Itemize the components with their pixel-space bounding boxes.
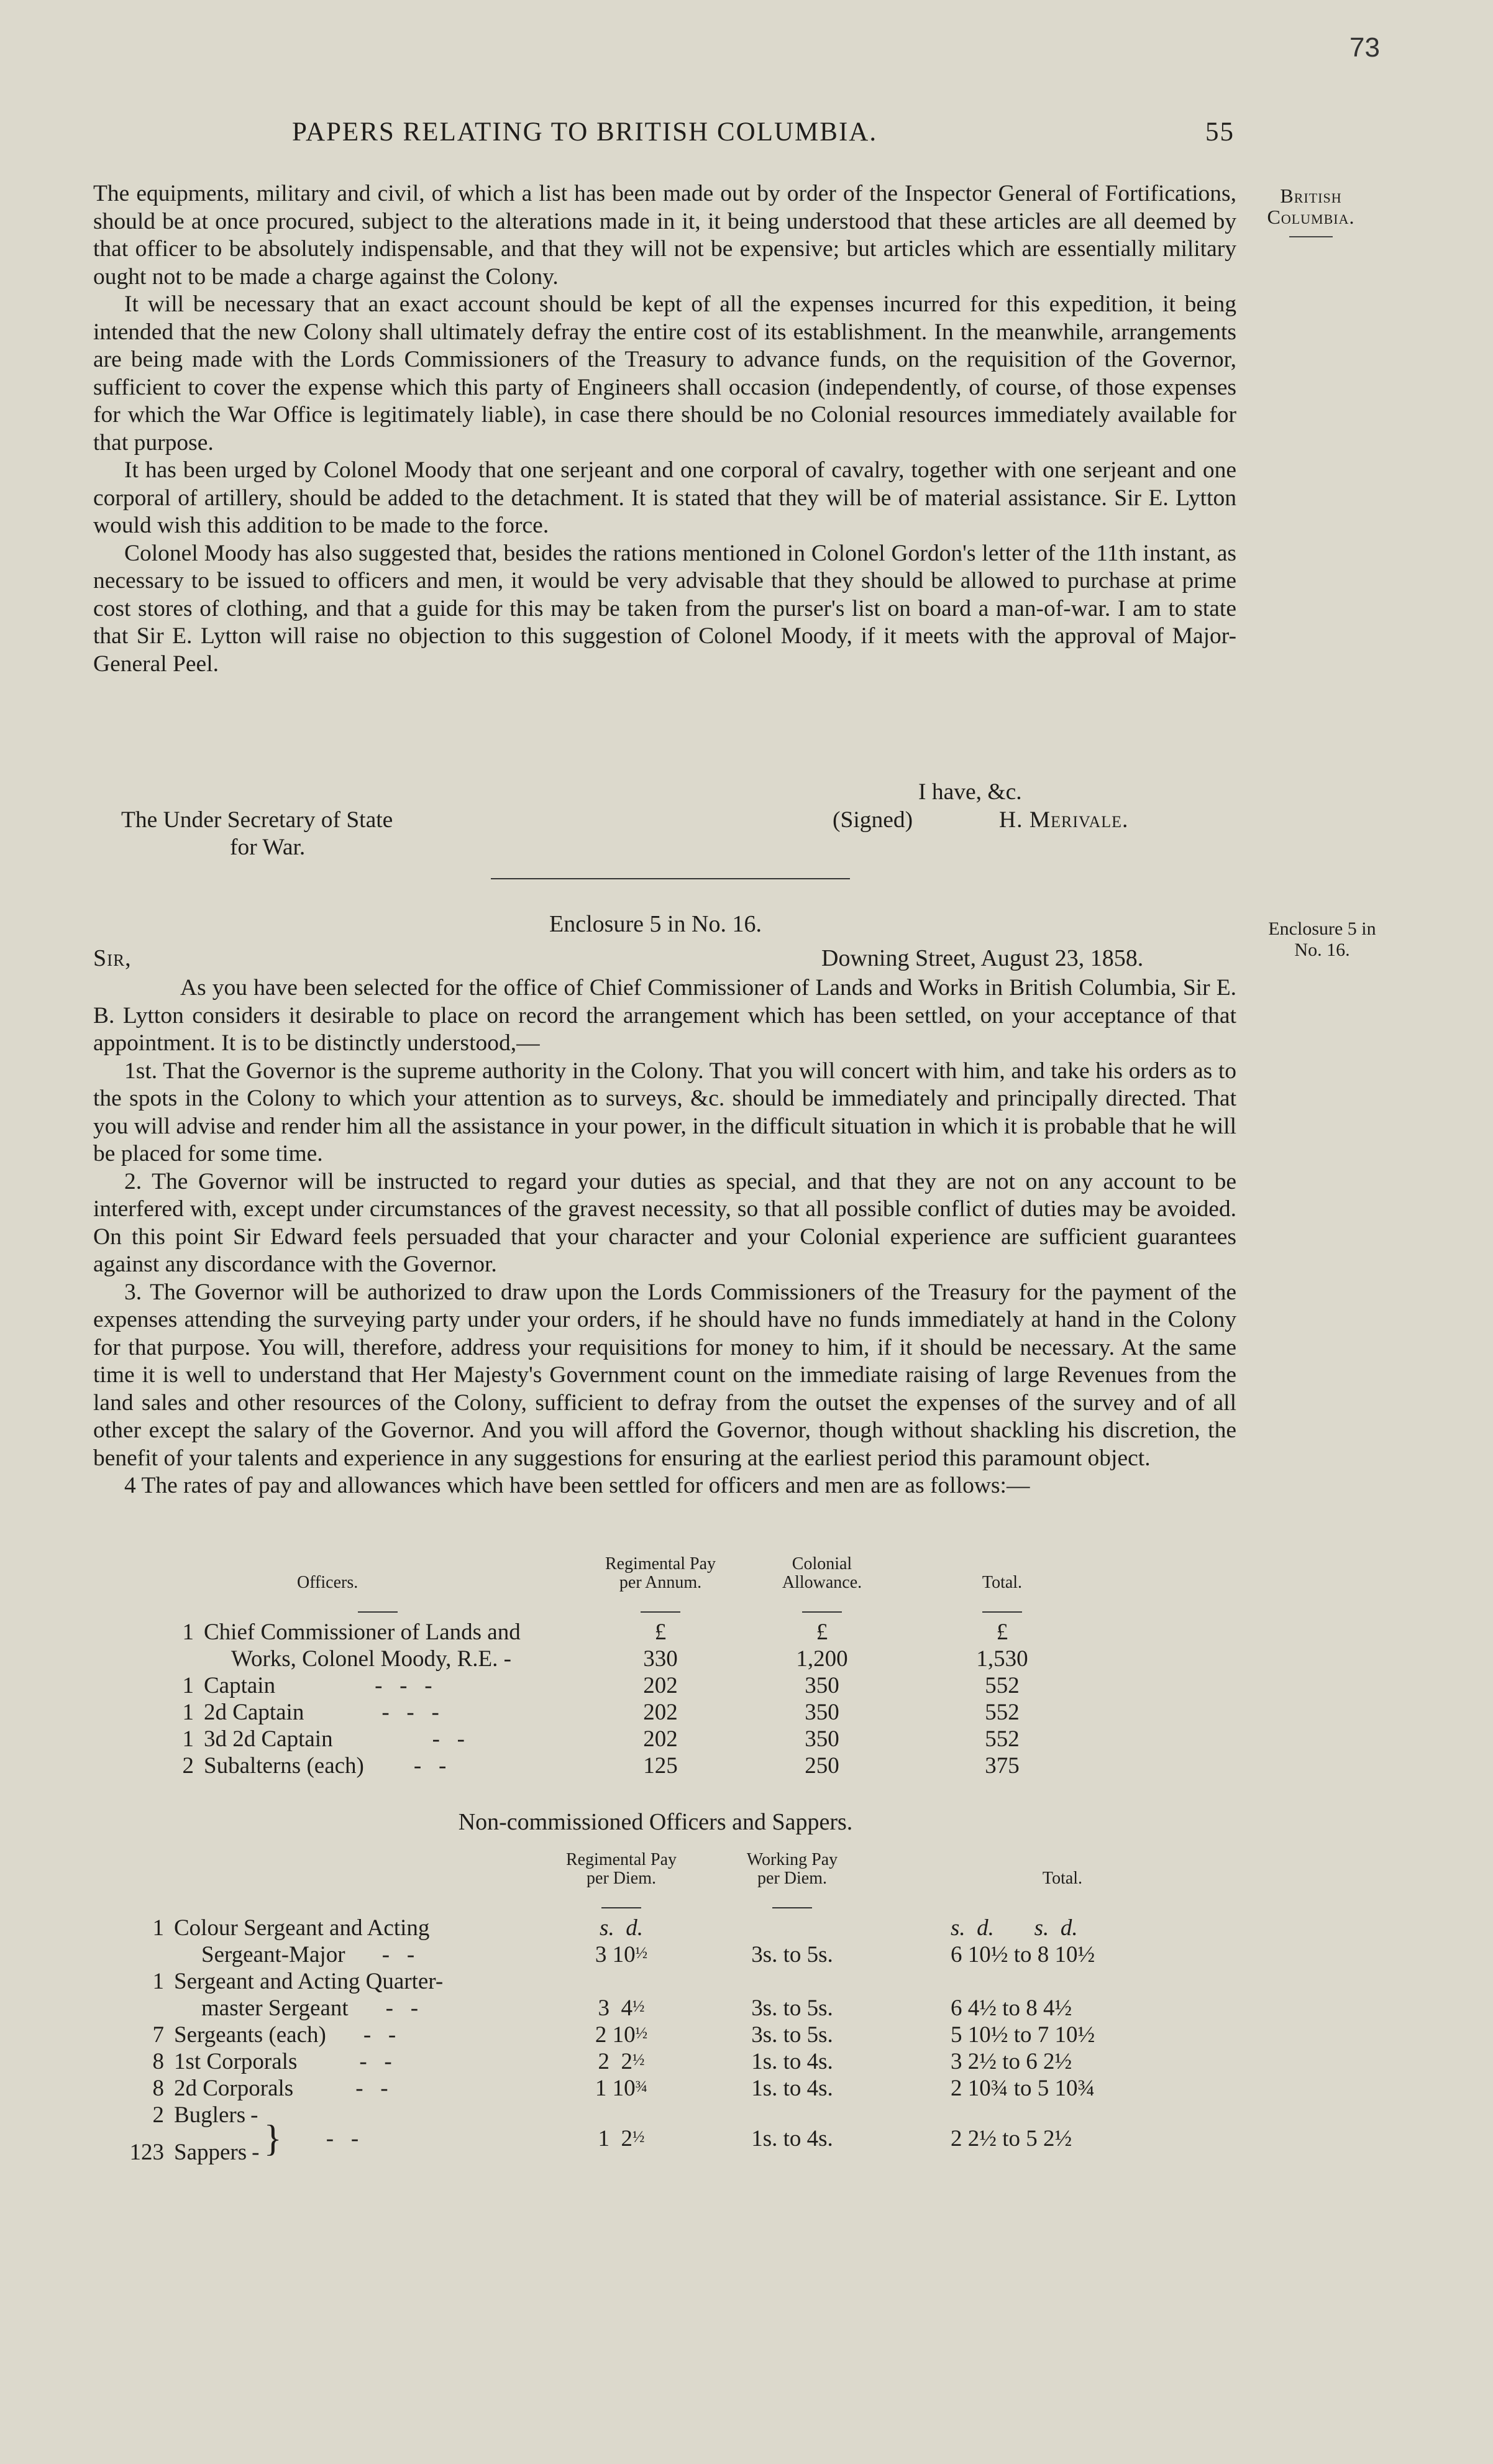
table-row: 2 Subalterns (each) - - 125 250 375: [182, 1753, 1020, 1779]
nco-table: [124, 1851, 1224, 2166]
letter-paragraph: It has been urged by Colonel Moody that one serjeant and one corporal of cavalry, together with one serjeant and one corporal of artillery, should be added to the detachment. It is stated that they will be of material assistance. Sir E. Lytton would wish this addition to be made to the force.: [93, 457, 1236, 538]
letter-paragraph: It will be necessary that an exact account should be kept of all the expenses incurred for this expedition, it being intended that the new Colony shall ultimately defray the entire cost of its establishment. In the meanwhile, arrangements are being made with the Lords Commissioners of the Treasury to advance funds, on the requisition of the Governor, sufficient to cover the expense which this party of Engineers shall occasion (independently, of course, of those expenses for which the War Office is legitimately liable), in case there should be no Colonial resources immediately available for that purpose.: [93, 291, 1236, 456]
table-row: 8 2d Corporals - - 1 10¾ 1s. to 4s. 2 10¾ to 5 10¾: [152, 2076, 1095, 2101]
letter-paragraph: The equipments, military and civil, of which a list has been made out by order of the Inspector General of Fortifications, should be at once procured, subject to the alterations made in it, it being understood that these articles are all deemed by that officer to be absolutely indispensable, and that they will not be expensive; but articles which are essentially military ought not to be made a charge against the Colony.: [93, 181, 1236, 290]
officers-underline-row: [173, 1592, 1098, 1619]
nco-underline-row: [124, 1888, 1224, 1915]
signatory: H. Merivale.: [999, 807, 1129, 833]
table-row: 1 2d Captain - - - 202 350 552: [182, 1700, 1020, 1725]
header-nco-total: Total.: [1042, 1869, 1083, 1888]
table-row: 8 1st Corporals - - 2 2½ 1s. to 4s. 3 2½ to 6 2½: [152, 2049, 1072, 2074]
margin-colony-line2: Columbia.: [1267, 206, 1355, 228]
header-work-pay: Working Pay per Diem.: [746, 1850, 838, 1888]
signed-label: (Signed): [833, 807, 913, 833]
addressee-line2: for War.: [230, 835, 306, 860]
table-row: master Sergeant - - 3 4½ 3s. to 5s. 6 4½ to 8 4½: [201, 1995, 1072, 2021]
header-colonial: Colonial Allowance.: [782, 1554, 862, 1592]
margin-colony-line1: British: [1280, 185, 1342, 207]
enclosure-paragraph: 3. The Governor will be authorized to draw upon the Lords Commissioners of the Treasury for the payment of the expenses attending the surveying party under your orders, if he should have no funds immediately at hand in the Colony for that purpose. You will, therefore, address your requisitions for money to him, if it should be necessary. At the same time it is well to understand that Her Majesty's Government count on the immediate raising of large Revenues from the land sales and other resources of the Colony, sufficient to defray from the outset the expenses of the survey and of all other except the salary of the Governor. And you will afford the Governor, though without shackling his discretion, the benefit of your talents and experience in any suggestions for ensuring at the earliest period this paramount object.: [93, 1279, 1236, 1471]
nco-table-title: Non-commissioned Officers and Sappers.: [458, 1809, 853, 1835]
letter-paragraph: Colonel Moody has also suggested that, besides the rations mentioned in Colonel Gordon's letter of the 11th instant, as necessary to be issued to officers and men, it would be very advisable that they should be allowed to purchase at prime cost stores of clothing, and that a guide for this may be taken from the purser's list on board a man-of-war. I am to state that Sir E. Lytton will raise no objection to this suggestion of Colonel Moody, if it meets with the approval of Major-General Peel.: [93, 540, 1236, 677]
table-row: 1 3d 2d Captain - - 202 350 552: [182, 1726, 1020, 1752]
enclosure-paragraph: As you have been selected for the office of Chief Commissioner of Lands and Works in British Columbia, Sir E. B. Lytton considers it desirable to place on record the arrangement which has been settled, on your acceptance of that appointment. It is to be distinctly understood,—: [93, 975, 1236, 1056]
margin-enc-line1: Enclosure 5 in: [1268, 918, 1376, 939]
nco-header-row: [124, 1851, 1224, 1888]
addressee-line1: The Under Secretary of State: [121, 807, 393, 833]
closing: I have, &c.: [918, 779, 1022, 805]
header-reg-pay-diem: Regimental Pay per Diem.: [565, 1850, 677, 1888]
officers-table: [173, 1555, 1098, 1779]
table-row: 7 Sergeants (each) - - 2 10½ 3s. to 5s. 5 10½ to 7 10½: [152, 2022, 1095, 2048]
margin-enc-line2: No. 16.: [1294, 940, 1350, 960]
table-row: 1 Sergeant and Acting Quarter-: [152, 1969, 444, 1994]
table-row: Sergeant-Major - - 3 10½ 3s. to 5s. 6 10½ to 8 10½: [201, 1942, 1095, 1967]
table-row: Works, Colonel Moody, R.E. - 330 1,200 1,530: [231, 1646, 1028, 1672]
section-divider: [491, 878, 850, 879]
header-reg-pay: Regimental Pay per Annum.: [605, 1554, 716, 1592]
dateline: Downing Street, August 23, 1858.: [821, 945, 1144, 971]
enclosure-body: [93, 974, 1236, 1500]
letter-body: [93, 180, 1236, 678]
table-row: 1 Captain - - - 202 350 552: [182, 1673, 1020, 1698]
table-row: 1 Chief Commissioner of Lands and £ £ £: [182, 1619, 1008, 1645]
enclosure-paragraph: 2. The Governor will be instructed to regard your duties as special, and that they are not on any account to be interfered with, except under circumstances of the gravest necessity, so that all possible conflict of duties may be avoided. On this point Sir Edward feels persuaded that your character and your Colonial experience are sufficient guarantees against any discordance with the Governor.: [93, 1168, 1236, 1277]
enclosure-paragraph: 4 The rates of pay and allowances which have been settled for officers and men are as follows:—: [124, 1473, 1030, 1498]
running-title: PAPERS RELATING TO BRITISH COLUMBIA.: [292, 117, 878, 147]
table-row: 1 Colour Sergeant and Acting s. d. s. d. s. d.: [152, 1915, 1078, 1941]
enclosure-paragraph: 1st. That the Governor is the supreme authority in the Colony. That you will concert with him, and take his orders as to the spots in the Colony to which your attention as to surveys, &c. should be immediately and principally directed. That you will advise and render him all the assistance in your power, in the difficult situation in which it is probable that he will be placed for some time.: [93, 1058, 1236, 1166]
table-row: 2 Buglers -: [152, 2102, 258, 2128]
enclosure-title: Enclosure 5 in No. 16.: [549, 911, 762, 937]
page-number: 73: [1349, 32, 1380, 63]
folio-number: 55: [1205, 117, 1235, 147]
margin-rule: [1289, 236, 1333, 237]
table-row: 123 Sappers - } - - 1 2½ 1s. to 4s. 2 2½ to 5 2½: [129, 2118, 1072, 2165]
header-total: Total.: [982, 1573, 1023, 1592]
header-officers: Officers.: [297, 1573, 358, 1592]
salutation: Sir,: [93, 945, 132, 971]
brace: }: [263, 2118, 282, 2159]
officers-header-row: [173, 1555, 1098, 1592]
margin-note-colony: [1255, 185, 1367, 237]
